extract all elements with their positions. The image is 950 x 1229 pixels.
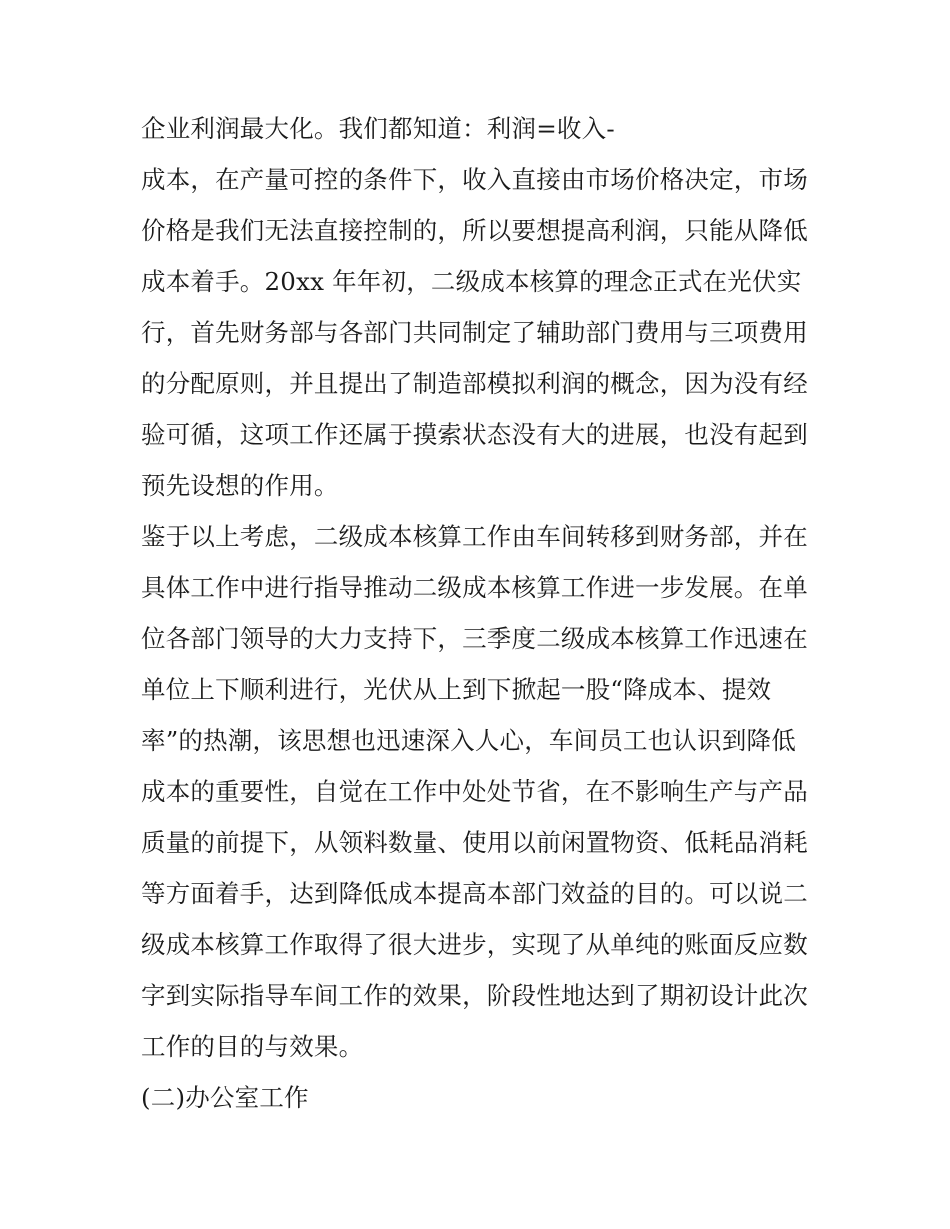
text-line: 率”的热潮，该思想也迅速深入人心，车间员工也认识到降低: [141, 726, 796, 755]
text-line: 成本的重要性，自觉在工作中处处节省，在不影响生产与产品: [141, 777, 808, 806]
text-line: 单位上下顺利进行，光伏从上到下掀起一股“降成本、提效: [141, 675, 772, 704]
text-line: 等方面着手，达到降低成本提高本部门效益的目的。可以说二: [141, 879, 808, 908]
text-line: 字到实际指导车间工作的效果，阶段性地达到了期初设计此次: [141, 981, 808, 1010]
text-line: 级成本核算工作取得了很大进步，实现了从单纯的账面反应数: [141, 930, 808, 959]
text-line: 质量的前提下，从领料数量、使用以前闲置物资、低耗品消耗: [141, 828, 808, 857]
text-line: 鉴于以上考虑，二级成本核算工作由车间转移到财务部，并在: [141, 522, 808, 551]
text-line: 成本着手。20xx 年年初，二级成本核算的理念正式在光伏实: [141, 267, 802, 296]
text-line: 工作的目的与效果。: [141, 1032, 364, 1061]
text-line: 位各部门领导的大力支持下，三季度二级成本核算工作迅速在: [141, 624, 808, 653]
section-heading: (二)办公室工作: [141, 1083, 309, 1112]
text-line: 的分配原则，并且提出了制造部模拟利润的概念，因为没有经: [141, 369, 808, 398]
text-line: 具体工作中进行指导推动二级成本核算工作进一步发展。在单: [141, 573, 808, 602]
text-line: 价格是我们无法直接控制的，所以要想提高利润，只能从降低: [141, 216, 808, 245]
text-line: 企业利润最大化。我们都知道：利润=收入-: [141, 114, 615, 143]
text-line: 行，首先财务部与各部门共同制定了辅助部门费用与三项费用: [141, 318, 808, 347]
text-line: 验可循，这项工作还属于摸索状态没有大的进展，也没有起到: [141, 420, 808, 449]
text-line: 预先设想的作用。: [141, 471, 339, 500]
text-line: 成本，在产量可控的条件下，收入直接由市场价格决定，市场: [141, 165, 808, 194]
